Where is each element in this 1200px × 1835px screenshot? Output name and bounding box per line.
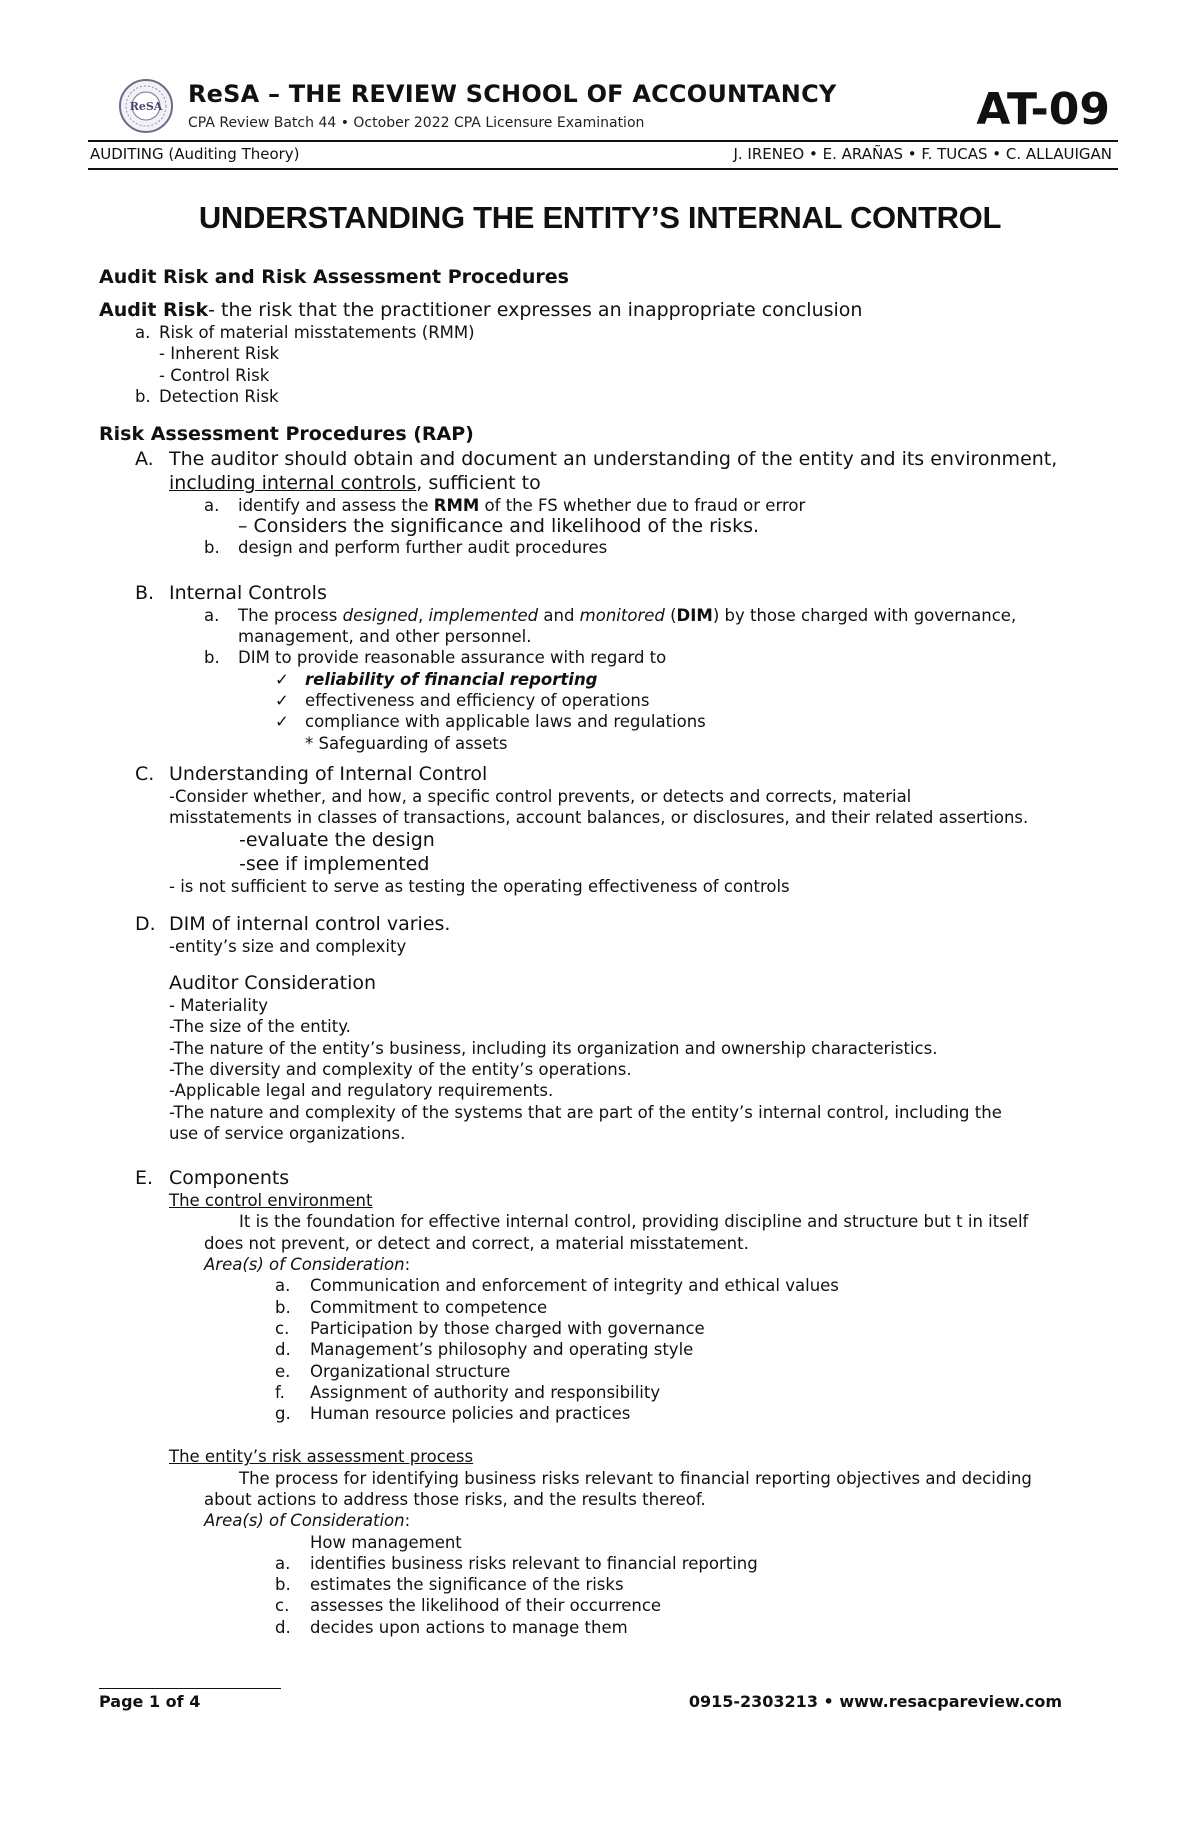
list-item-label: c. [275, 1596, 290, 1616]
paragraph-text: -Consider whether, and how, a specific control prevents, or detects and corrects, material [169, 786, 912, 806]
list-item-label: d. [275, 1617, 291, 1637]
list-item: D. DIM of internal control varies. [135, 912, 451, 935]
list-item [99, 1403, 1119, 1424]
header-divider-bottom [88, 168, 1118, 170]
check-icon: ✓ [275, 712, 289, 732]
list-sub-item: - Inherent Risk [159, 344, 280, 364]
list-item: b. DIM to provide reasonable assurance with regard to [204, 648, 667, 668]
note-text: * Safeguarding of assets [305, 733, 508, 753]
check-icon: ✓ [275, 669, 289, 689]
paragraph-text: misstatements in classes of transactions, account balances, or disclosures, and their related assertions. [169, 808, 1029, 828]
list-item-label: d. [275, 1340, 291, 1360]
component-title: The entity’s risk assessment process [169, 1447, 474, 1467]
batch-info: CPA Review Batch 44 • October 2022 CPA Licensure Examination [188, 115, 645, 131]
footer-divider [99, 1688, 281, 1689]
list-item-text: identifies business risks relevant to financial reporting [310, 1553, 758, 1573]
list-item: A. The auditor should obtain and document an understanding of the entity and its environment, including internal controls, sufficient to [135, 448, 1058, 495]
list-item-text: Communication and enforcement of integrity and ethical values [310, 1276, 839, 1296]
header-divider-top [88, 140, 1118, 142]
list-sub-item: -evaluate the design [239, 829, 435, 852]
list-sub-item: -Applicable legal and regulatory requirements. [169, 1081, 554, 1101]
list-item [99, 1553, 1119, 1574]
list-item-label: a. [275, 1276, 291, 1296]
list-sub-item: -The diversity and complexity of the entity’s operations. [169, 1059, 632, 1079]
checklist-item: ✓ reliability of financial reporting [275, 669, 598, 689]
contact-info: 0915-2303213 • www.resacpareview.com [688, 1692, 1062, 1711]
list-item-label: a. [275, 1553, 291, 1573]
list-sub-item: - Materiality [169, 996, 269, 1016]
list-item-text: Assignment of authority and responsibility [310, 1382, 661, 1402]
list-item-text: estimates the significance of the risks [310, 1575, 624, 1595]
list-item-text: assesses the likelihood of their occurrence [310, 1596, 662, 1616]
list-sub-item: -The nature of the entity’s business, including its organization and ownership characteristics. [169, 1038, 938, 1058]
list-item-label: g. [275, 1404, 291, 1424]
list-item-label: b. [275, 1575, 291, 1595]
list-sub-item: - Control Risk [159, 365, 270, 385]
school-name: ReSA – THE REVIEW SCHOOL OF ACCOUNTANCY [188, 80, 837, 108]
list-item: b. design and perform further audit procedures [204, 538, 608, 558]
area-label: Area(s) of Consideration: [204, 1255, 411, 1275]
list-item [99, 1275, 1119, 1296]
authors-label: J. IRENEO • E. ARAÑAS • F. TUCAS • C. ALLAUIGAN [733, 145, 1112, 163]
resa-logo-icon [118, 78, 174, 134]
paragraph-text: How management [310, 1532, 462, 1552]
list-item-text: Human resource policies and practices [310, 1404, 631, 1424]
list-sub-item: – Considers the significance and likelihood of the risks. [238, 515, 760, 538]
subject-label: AUDITING (Auditing Theory) [90, 145, 300, 163]
list-item: E. Components [135, 1167, 290, 1190]
area-label: Area(s) of Consideration: [204, 1511, 411, 1531]
list-item [99, 1297, 1119, 1318]
list-item-text: Organizational structure [310, 1361, 511, 1381]
list-item [99, 1574, 1119, 1595]
section-heading-audit-risk: Audit Risk and Risk Assessment Procedures [99, 266, 569, 288]
list-item-label: e. [275, 1361, 291, 1381]
list-sub-item: -The size of the entity. [169, 1017, 351, 1037]
list-item [99, 1361, 1119, 1382]
list-item: B. Internal Controls [135, 581, 327, 604]
list-item: a. The process designed, implemented and monitored (DIM) by those charged with governance, management, and other personnel. [204, 605, 1017, 647]
paragraph-text: about actions to address those risks, and the results thereof. [204, 1489, 706, 1509]
component-title: The control environment [169, 1191, 373, 1211]
document-body [99, 264, 1119, 1638]
section-heading-rap: Risk Assessment Procedures (RAP) [99, 423, 474, 446]
svg-text:ReSA: ReSA [129, 100, 163, 113]
audit-risk-definition: Audit Risk- the risk that the practitioner expresses an inappropriate conclusion [99, 299, 863, 321]
list-item-text: Commitment to competence [310, 1297, 548, 1317]
paragraph-text: The process for identifying business risks relevant to financial reporting objectives and deciding [239, 1468, 1032, 1488]
control-environment-list [99, 1275, 1119, 1424]
list-sub-item: use of service organizations. [169, 1123, 406, 1143]
paragraph-text: - is not sufficient to serve as testing the operating effectiveness of controls [169, 877, 790, 897]
risk-assessment-list [99, 1553, 1119, 1638]
page-number: Page 1 of 4 [99, 1692, 201, 1711]
handout-code: AT-09 [976, 84, 1110, 135]
list-item: b. Detection Risk [135, 386, 279, 406]
list-sub-item: -The nature and complexity of the systems that are part of the entity’s internal control, including the [169, 1102, 1002, 1122]
paragraph-text: does not prevent, or detect and correct, a material misstatement. [204, 1233, 749, 1253]
list-item-text: Management’s philosophy and operating style [310, 1340, 694, 1360]
paragraph-text: It is the foundation for effective internal control, providing discipline and structure but t in itself [239, 1212, 1029, 1232]
list-item-label: f. [275, 1382, 285, 1402]
list-item [99, 1318, 1119, 1339]
list-item [99, 1339, 1119, 1360]
check-icon: ✓ [275, 690, 289, 710]
page-title: UNDERSTANDING THE ENTITY’S INTERNAL CONTROL [198, 200, 1002, 235]
checklist-item: ✓ compliance with applicable laws and regulations [275, 712, 706, 732]
paragraph-text: -entity’s size and complexity [169, 936, 407, 956]
list-item [99, 1382, 1119, 1403]
list-item-label: b. [275, 1297, 291, 1317]
list-item-label: c. [275, 1318, 290, 1338]
list-item [99, 1595, 1119, 1616]
list-sub-item: -see if implemented [239, 853, 430, 876]
list-item: a. identify and assess the RMM of the FS whether due to fraud or error [204, 496, 806, 516]
list-item-text: decides upon actions to manage them [310, 1617, 628, 1637]
list-item [99, 1617, 1119, 1638]
subsection-title: Auditor Consideration [169, 972, 377, 995]
list-item-text: Participation by those charged with governance [310, 1318, 705, 1338]
list-item: a. Risk of material misstatements (RMM) [135, 323, 475, 342]
checklist-item: ✓ effectiveness and efficiency of operations [275, 690, 650, 710]
list-item: C. Understanding of Internal Control [135, 762, 488, 785]
